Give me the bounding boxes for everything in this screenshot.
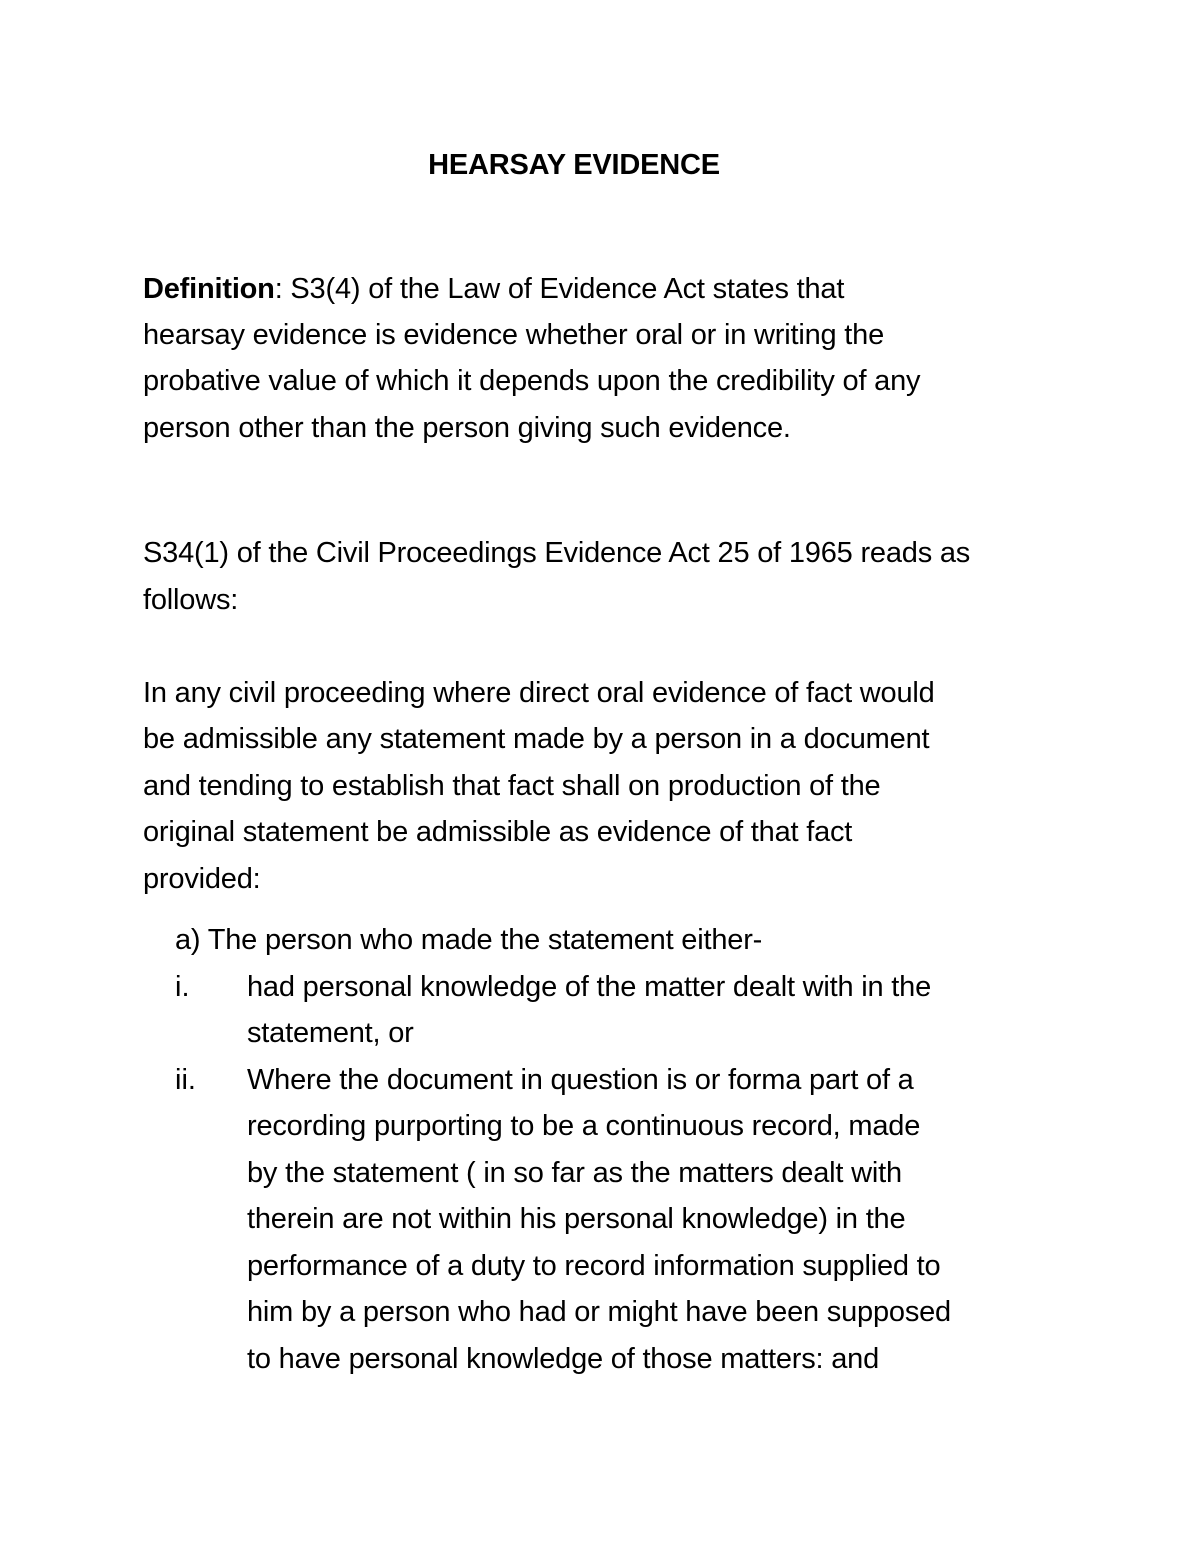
item-ii-line-4: therein are not within his personal knowledge) in the — [247, 1203, 906, 1235]
item-ii-line-6: him by a person who had or might have been supposed — [247, 1296, 951, 1328]
section-intro-line-2: follows: — [143, 584, 239, 616]
definition-label: Definition — [143, 273, 275, 305]
item-ii-line-7: to have personal knowledge of those matters: and — [247, 1343, 880, 1375]
definition-line-4: person other than the person giving such evidence. — [143, 412, 791, 444]
definition-text: : S3(4) of the Law of Evidence Act states that — [274, 273, 845, 305]
item-i-line-2: statement, or — [247, 1017, 414, 1049]
list-marker-ii: ii. — [175, 1064, 196, 1096]
item-ii-line-5: performance of a duty to record information supplied to — [247, 1250, 941, 1282]
definition-line-2: hearsay evidence is evidence whether oral or in writing the — [143, 319, 884, 351]
condition-a: a) The person who made the statement either- — [175, 924, 763, 956]
quoted-line-2: be admissible any statement made by a person in a document — [143, 723, 930, 755]
quoted-line-1: In any civil proceeding where direct oral evidence of fact would — [143, 677, 935, 709]
quoted-line-3: and tending to establish that fact shall on production of the — [143, 770, 881, 802]
quoted-line-5: provided: — [143, 863, 261, 895]
definition-line-3: probative value of which it depends upon the credibility of any — [143, 365, 921, 397]
item-i-line-1: had personal knowledge of the matter dealt with in the — [247, 971, 932, 1003]
definition-line-1 — [143, 266, 844, 312]
item-ii-line-1: Where the document in question is or forma part of a — [247, 1064, 914, 1096]
section-intro-line-1: S34(1) of the Civil Proceedings Evidence Act 25 of 1965 reads as — [143, 537, 971, 569]
quoted-line-4: original statement be admissible as evidence of that fact — [143, 816, 853, 848]
item-ii-line-3: by the statement ( in so far as the matters dealt with — [247, 1157, 902, 1189]
list-marker-i: i. — [175, 971, 190, 1003]
document-title: HEARSAY EVIDENCE — [428, 149, 720, 181]
item-ii-line-2: recording purporting to be a continuous record, made — [247, 1110, 921, 1142]
